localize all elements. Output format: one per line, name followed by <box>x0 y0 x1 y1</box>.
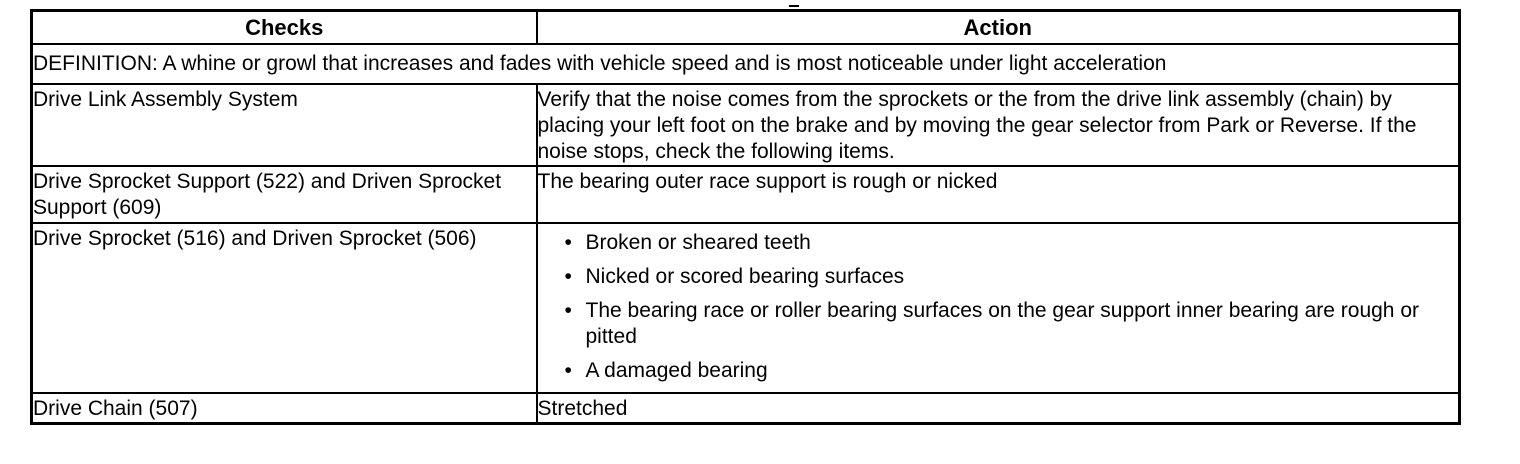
table-row <box>32 166 1460 223</box>
bullet-icon: • <box>564 231 572 254</box>
action-cell <box>537 223 1460 393</box>
scan-mark <box>789 5 799 7</box>
list-item <box>538 264 1459 290</box>
table-row <box>32 84 1460 166</box>
action-cell: Verify that the noise comes from the sprockets or the from the drive link assembly (chain) by placing your left foot on the brake and by moving the gear selector from Park or Reverse. If the noise stops, check the following items. <box>537 84 1460 166</box>
header-action: Action <box>537 11 1460 45</box>
list-item-text: A damaged bearing <box>585 359 768 382</box>
bullet-icon: • <box>564 265 572 288</box>
list-item <box>538 230 1459 256</box>
table-row <box>32 393 1460 424</box>
list-item-text: Broken or sheared teeth <box>585 231 811 254</box>
definition-text: DEFINITION: A whine or growl that increases and fades with vehicle speed and is most noticeable under light acceleration <box>32 44 1460 84</box>
bullet-icon: • <box>564 359 572 382</box>
header-checks: Checks <box>32 11 537 45</box>
table-row <box>32 223 1460 393</box>
diagnostic-table <box>30 9 1461 425</box>
definition-row <box>32 44 1460 84</box>
check-cell: Drive Chain (507) <box>32 393 537 424</box>
action-cell: Stretched <box>537 393 1460 424</box>
action-bullet-list <box>538 224 1459 384</box>
list-item-text: Nicked or scored bearing surfaces <box>585 265 905 288</box>
header-row <box>32 11 1460 45</box>
check-cell: Drive Link Assembly System <box>32 84 537 166</box>
bullet-icon: • <box>564 299 572 322</box>
list-item <box>538 358 1459 384</box>
check-cell: Drive Sprocket Support (522) and Driven Sprocket Support (609) <box>32 166 537 223</box>
list-item <box>538 298 1459 350</box>
action-cell: The bearing outer race support is rough or nicked <box>537 166 1460 223</box>
list-item-text: The bearing race or roller bearing surfaces on the gear support inner bearing are rough or pitted <box>585 299 1419 348</box>
check-cell: Drive Sprocket (516) and Driven Sprocket (506) <box>32 223 537 393</box>
